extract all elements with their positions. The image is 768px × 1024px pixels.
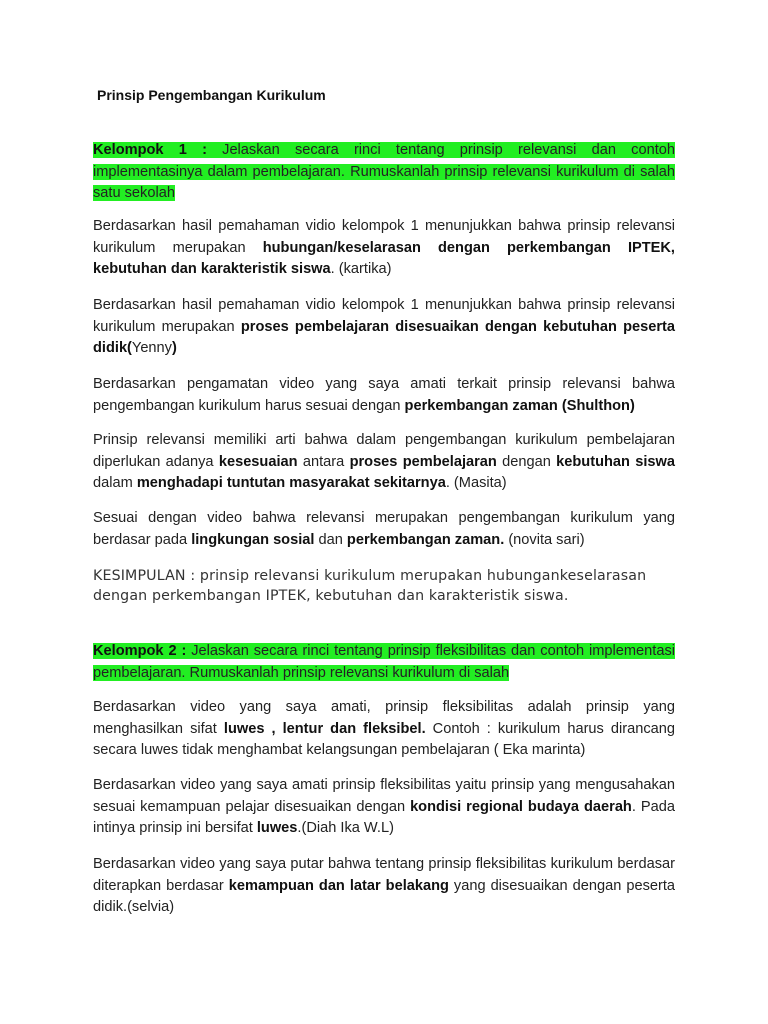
- bold-text: luwes , lentur dan fleksibel.: [223, 720, 426, 737]
- bold-text: luwes: [256, 820, 298, 836]
- bold-text: kesesuaian: [218, 453, 298, 470]
- text: .(Diah Ika W.L): [297, 820, 394, 836]
- text: . (Masita): [445, 475, 507, 491]
- k1-question: [93, 140, 675, 205]
- bold-text: perkembangan zaman (Shulthon): [404, 397, 635, 414]
- bold-text: menghadapi tuntutan masyarakat sekitarnya: [136, 475, 446, 491]
- bold-text: hubungan/keselarasan dengan perkembangan IPTEK, kebutuhan dan karakteristik siswa: [93, 239, 675, 277]
- k2-label: Kelompok 2 :: [93, 643, 187, 659]
- text: (novita sari): [504, 531, 585, 548]
- text: Sesuai dengan video bahwa relevansi merupakan pengembangan kurikulum yang berdasar pada: [93, 510, 675, 548]
- text: dengan: [496, 453, 557, 470]
- text: . Pada intinya prinsip ini bersifat: [93, 798, 675, 836]
- bold-text: kebutuhan siswa: [556, 453, 676, 470]
- k2-question: [93, 641, 675, 684]
- k1-label: Kelompok 1 :: [93, 142, 207, 158]
- text: antara: [297, 453, 350, 470]
- k1-answer-shulthon: [93, 374, 675, 417]
- text: Berdasarkan hasil pemahaman vidio kelompok 1 menunjukkan bahwa prinsip relevansi kurikulum merupakan: [93, 297, 675, 335]
- text: dalam: [93, 475, 137, 491]
- text: Berdasarkan video yang saya putar bahwa tentang prinsip fleksibilitas kurikulum berdasar diterapkan berdasar: [93, 856, 675, 894]
- k1-answer-kartika: [93, 216, 675, 281]
- text: Yenny: [131, 340, 172, 356]
- k1-answer-masita: [93, 430, 675, 495]
- bold-text: proses pembelajaran: [349, 453, 497, 470]
- k2-answer-eka: [93, 697, 675, 762]
- k1-answer-novita: [93, 508, 675, 551]
- k2-answer-diah: [93, 775, 675, 840]
- text: Contoh : kurikulum harus dirancang secara luwes tidak menghambat kelangsungan pembelajaran ( Eka marinta): [93, 720, 675, 758]
- bold-text: kondisi regional budaya daerah: [410, 798, 632, 815]
- k1-answer-yenny: [93, 295, 675, 360]
- text: Prinsip relevansi memiliki arti bahwa dalam pengembangan kurikulum pembelajaran diperlukan adanya: [93, 432, 675, 470]
- k2-answer-selvia: [93, 854, 675, 919]
- k2-question-text: Jelaskan secara rinci tentang prinsip fleksibilitas dan contoh implementasi pembelajaran. Rumuskanlah prinsip relevansi kurikulum di salah: [93, 643, 675, 681]
- bold-text: lingkungan sosial: [191, 531, 315, 548]
- text: Berdasarkan hasil pemahaman vidio kelompok 1 menunjukkan bahwa prinsip relevansi kurikulum merupakan: [93, 218, 675, 256]
- text: Berdasarkan video yang saya amati prinsip fleksibilitas yaitu prinsip yang mengusahakan sesuai kemampuan pelajar disesuaikan dengan: [93, 777, 675, 815]
- text: . (kartika): [330, 261, 392, 277]
- text: Berdasarkan video yang saya amati, prinsip fleksibilitas adalah prinsip yang menghasilkan sifat: [93, 699, 675, 737]
- text: dan: [314, 531, 347, 548]
- bold-text: ): [171, 340, 177, 356]
- bold-text: kemampuan dan latar belakang: [228, 877, 449, 894]
- bold-text: proses pembelajaran disesuaikan dengan kebutuhan peserta didik(: [93, 318, 675, 356]
- k1-question-text: Jelaskan secara rinci tentang prinsip relevansi dan contoh implementasinya dalam pembelajaran. Rumuskanlah prinsip relevansi kurikulum di salah satu sekolah: [93, 142, 675, 201]
- k1-kesimpulan: KESIMPULAN : prinsip relevansi kurikulum merupakan hubungankeselarasan dengan perkembangan IPTEK, kebutuhan dan karakteristik siswa.: [93, 568, 647, 604]
- document-title: Prinsip Pengembangan Kurikulum: [97, 87, 326, 103]
- text: yang disesuaikan dengan peserta didik.(selvia): [93, 877, 676, 915]
- bold-text: perkembangan zaman.: [346, 531, 505, 548]
- text: Berdasarkan pengamatan video yang saya amati terkait prinsip relevansi bahwa pengembangan kurikulum harus sesuai dengan: [93, 376, 675, 414]
